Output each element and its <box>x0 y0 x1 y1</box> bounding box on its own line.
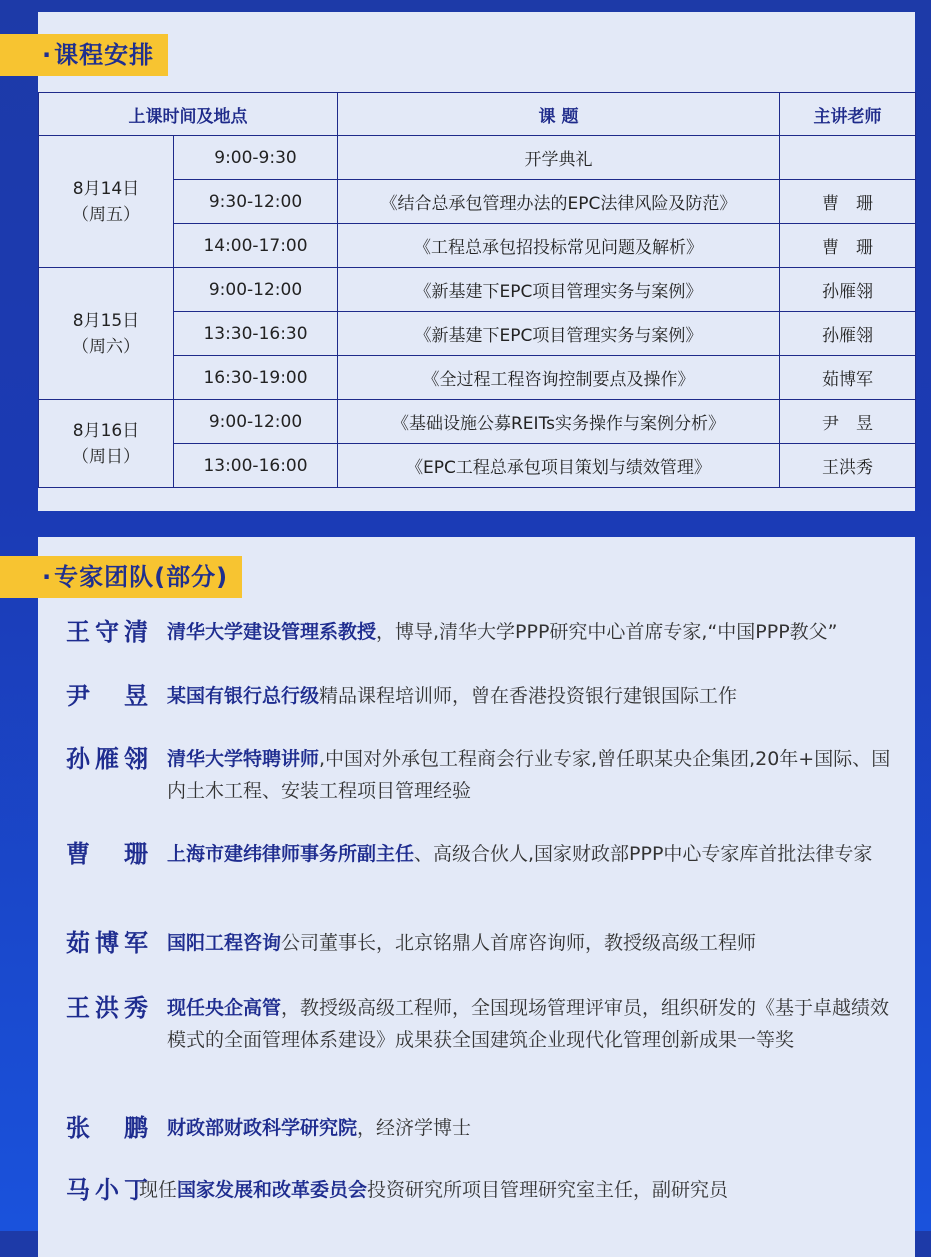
day-cell <box>39 400 174 488</box>
topic-cell: 《结合总承包管理办法的EPC法律风险及防范》 <box>338 180 780 224</box>
day-weekday: （周日） <box>72 446 140 467</box>
expert-name: 曹珊 <box>66 840 148 868</box>
day-weekday: （周六） <box>72 336 140 357</box>
time-cell: 13:00-16:00 <box>174 444 338 488</box>
table-row <box>39 400 916 444</box>
teacher-cell: 茹博军 <box>780 356 916 400</box>
expert-pre: 现任 <box>139 1179 178 1201</box>
topic-cell: 《新基建下EPC项目管理实务与案例》 <box>338 268 780 312</box>
expert-rest: 投资研究所项目管理研究室主任，副研究员 <box>367 1179 729 1201</box>
expert-rest: ，教授级高级工程师，全国现场管理评审员，组织研发的《基于卓越绩效模式的全面管理体系建设》成果获全国建筑企业现代化管理创新成果一等奖 <box>167 997 890 1051</box>
experts-title-text: 专家团队(部分) <box>54 563 229 591</box>
time-cell: 16:30-19:00 <box>174 356 338 400</box>
expert-highlight: 财政部财政科学研究院 <box>167 1117 358 1139</box>
day-date: 8月16日 <box>72 420 140 441</box>
expert-rest: 、高级合伙人,国家财政部PPP中心专家库首批法律专家 <box>414 843 873 865</box>
expert-name: 茹博军 <box>66 929 148 957</box>
expert-desc <box>167 992 895 1056</box>
expert-rest: ，博导,清华大学PPP研究中心首席专家,“中国PPP教父” <box>376 621 838 643</box>
expert-rest: ，经济学博士 <box>357 1117 472 1139</box>
table-header-row <box>39 93 916 136</box>
time-cell: 9:00-12:00 <box>174 268 338 312</box>
teacher-cell: 王洪秀 <box>780 444 916 488</box>
topic-cell: 开学典礼 <box>338 136 780 180</box>
teacher-cell: 孙雁翎 <box>780 268 916 312</box>
expert-rest: ,中国对外承包工程商会行业专家,曾任职某央企集团,20年+国际、国内土木工程、安装工程项目管理经验 <box>167 748 891 802</box>
teacher-cell: 尹 昱 <box>780 400 916 444</box>
day-cell <box>39 136 174 268</box>
expert-name: 尹昱 <box>66 682 148 710</box>
time-cell: 9:30-12:00 <box>174 180 338 224</box>
table-row <box>39 136 916 180</box>
topic-cell: 《基础设施公募REITs实务操作与案例分析》 <box>338 400 780 444</box>
expert-name: 王守清 <box>66 618 148 646</box>
header-teacher: 主讲老师 <box>780 93 916 136</box>
topic-cell: 《新基建下EPC项目管理实务与案例》 <box>338 312 780 356</box>
expert-highlight: 上海市建纬律师事务所副主任 <box>167 843 415 865</box>
day-date: 8月14日 <box>72 178 140 199</box>
day-date: 8月15日 <box>72 310 140 331</box>
expert-highlight: 某国有银行总行级 <box>167 685 320 707</box>
expert-desc <box>167 838 895 870</box>
schedule-title: ·课程安排 <box>0 34 168 76</box>
time-cell: 9:00-12:00 <box>174 400 338 444</box>
expert-desc <box>167 1112 895 1144</box>
expert-desc <box>167 680 895 712</box>
table-row <box>39 268 916 312</box>
expert-highlight: 国家发展和改革委员会 <box>177 1179 368 1201</box>
topic-cell: 《EPC工程总承包项目策划与绩效管理》 <box>338 444 780 488</box>
topic-cell: 《全过程工程咨询控制要点及操作》 <box>338 356 780 400</box>
expert-name: 孙雁翎 <box>66 745 148 773</box>
header-topic: 课 题 <box>338 93 780 136</box>
expert-name: 马小丁 <box>66 1176 148 1204</box>
expert-highlight: 清华大学建设管理系教授 <box>167 621 377 643</box>
expert-rest: 精品课程培训师，曾在香港投资银行建银国际工作 <box>319 685 738 707</box>
expert-desc <box>167 616 895 648</box>
expert-rest: 公司董事长，北京铭鼎人首席咨询师，教授级高级工程师 <box>281 932 757 954</box>
expert-name: 张鹏 <box>66 1114 148 1142</box>
expert-highlight: 国阳工程咨询 <box>167 932 282 954</box>
time-cell: 14:00-17:00 <box>174 224 338 268</box>
expert-highlight: 现任央企高管 <box>167 997 282 1019</box>
schedule-title-text: 课程安排 <box>54 41 155 69</box>
day-weekday: （周五） <box>72 204 140 225</box>
schedule-table <box>38 92 916 488</box>
expert-desc <box>167 743 895 807</box>
teacher-cell: 孙雁翎 <box>780 312 916 356</box>
day-cell <box>39 268 174 400</box>
expert-name: 王洪秀 <box>66 994 148 1022</box>
expert-desc <box>167 927 895 959</box>
time-cell: 13:30-16:30 <box>174 312 338 356</box>
teacher-cell <box>780 136 916 180</box>
time-cell: 9:00-9:30 <box>174 136 338 180</box>
expert-highlight: 清华大学特聘讲师 <box>167 748 320 770</box>
expert-desc <box>139 1174 895 1206</box>
experts-title: ·专家团队(部分) <box>0 556 242 598</box>
header-time-place: 上课时间及地点 <box>39 93 338 136</box>
teacher-cell: 曹 珊 <box>780 180 916 224</box>
topic-cell: 《工程总承包招投标常见问题及解析》 <box>338 224 780 268</box>
teacher-cell: 曹 珊 <box>780 224 916 268</box>
